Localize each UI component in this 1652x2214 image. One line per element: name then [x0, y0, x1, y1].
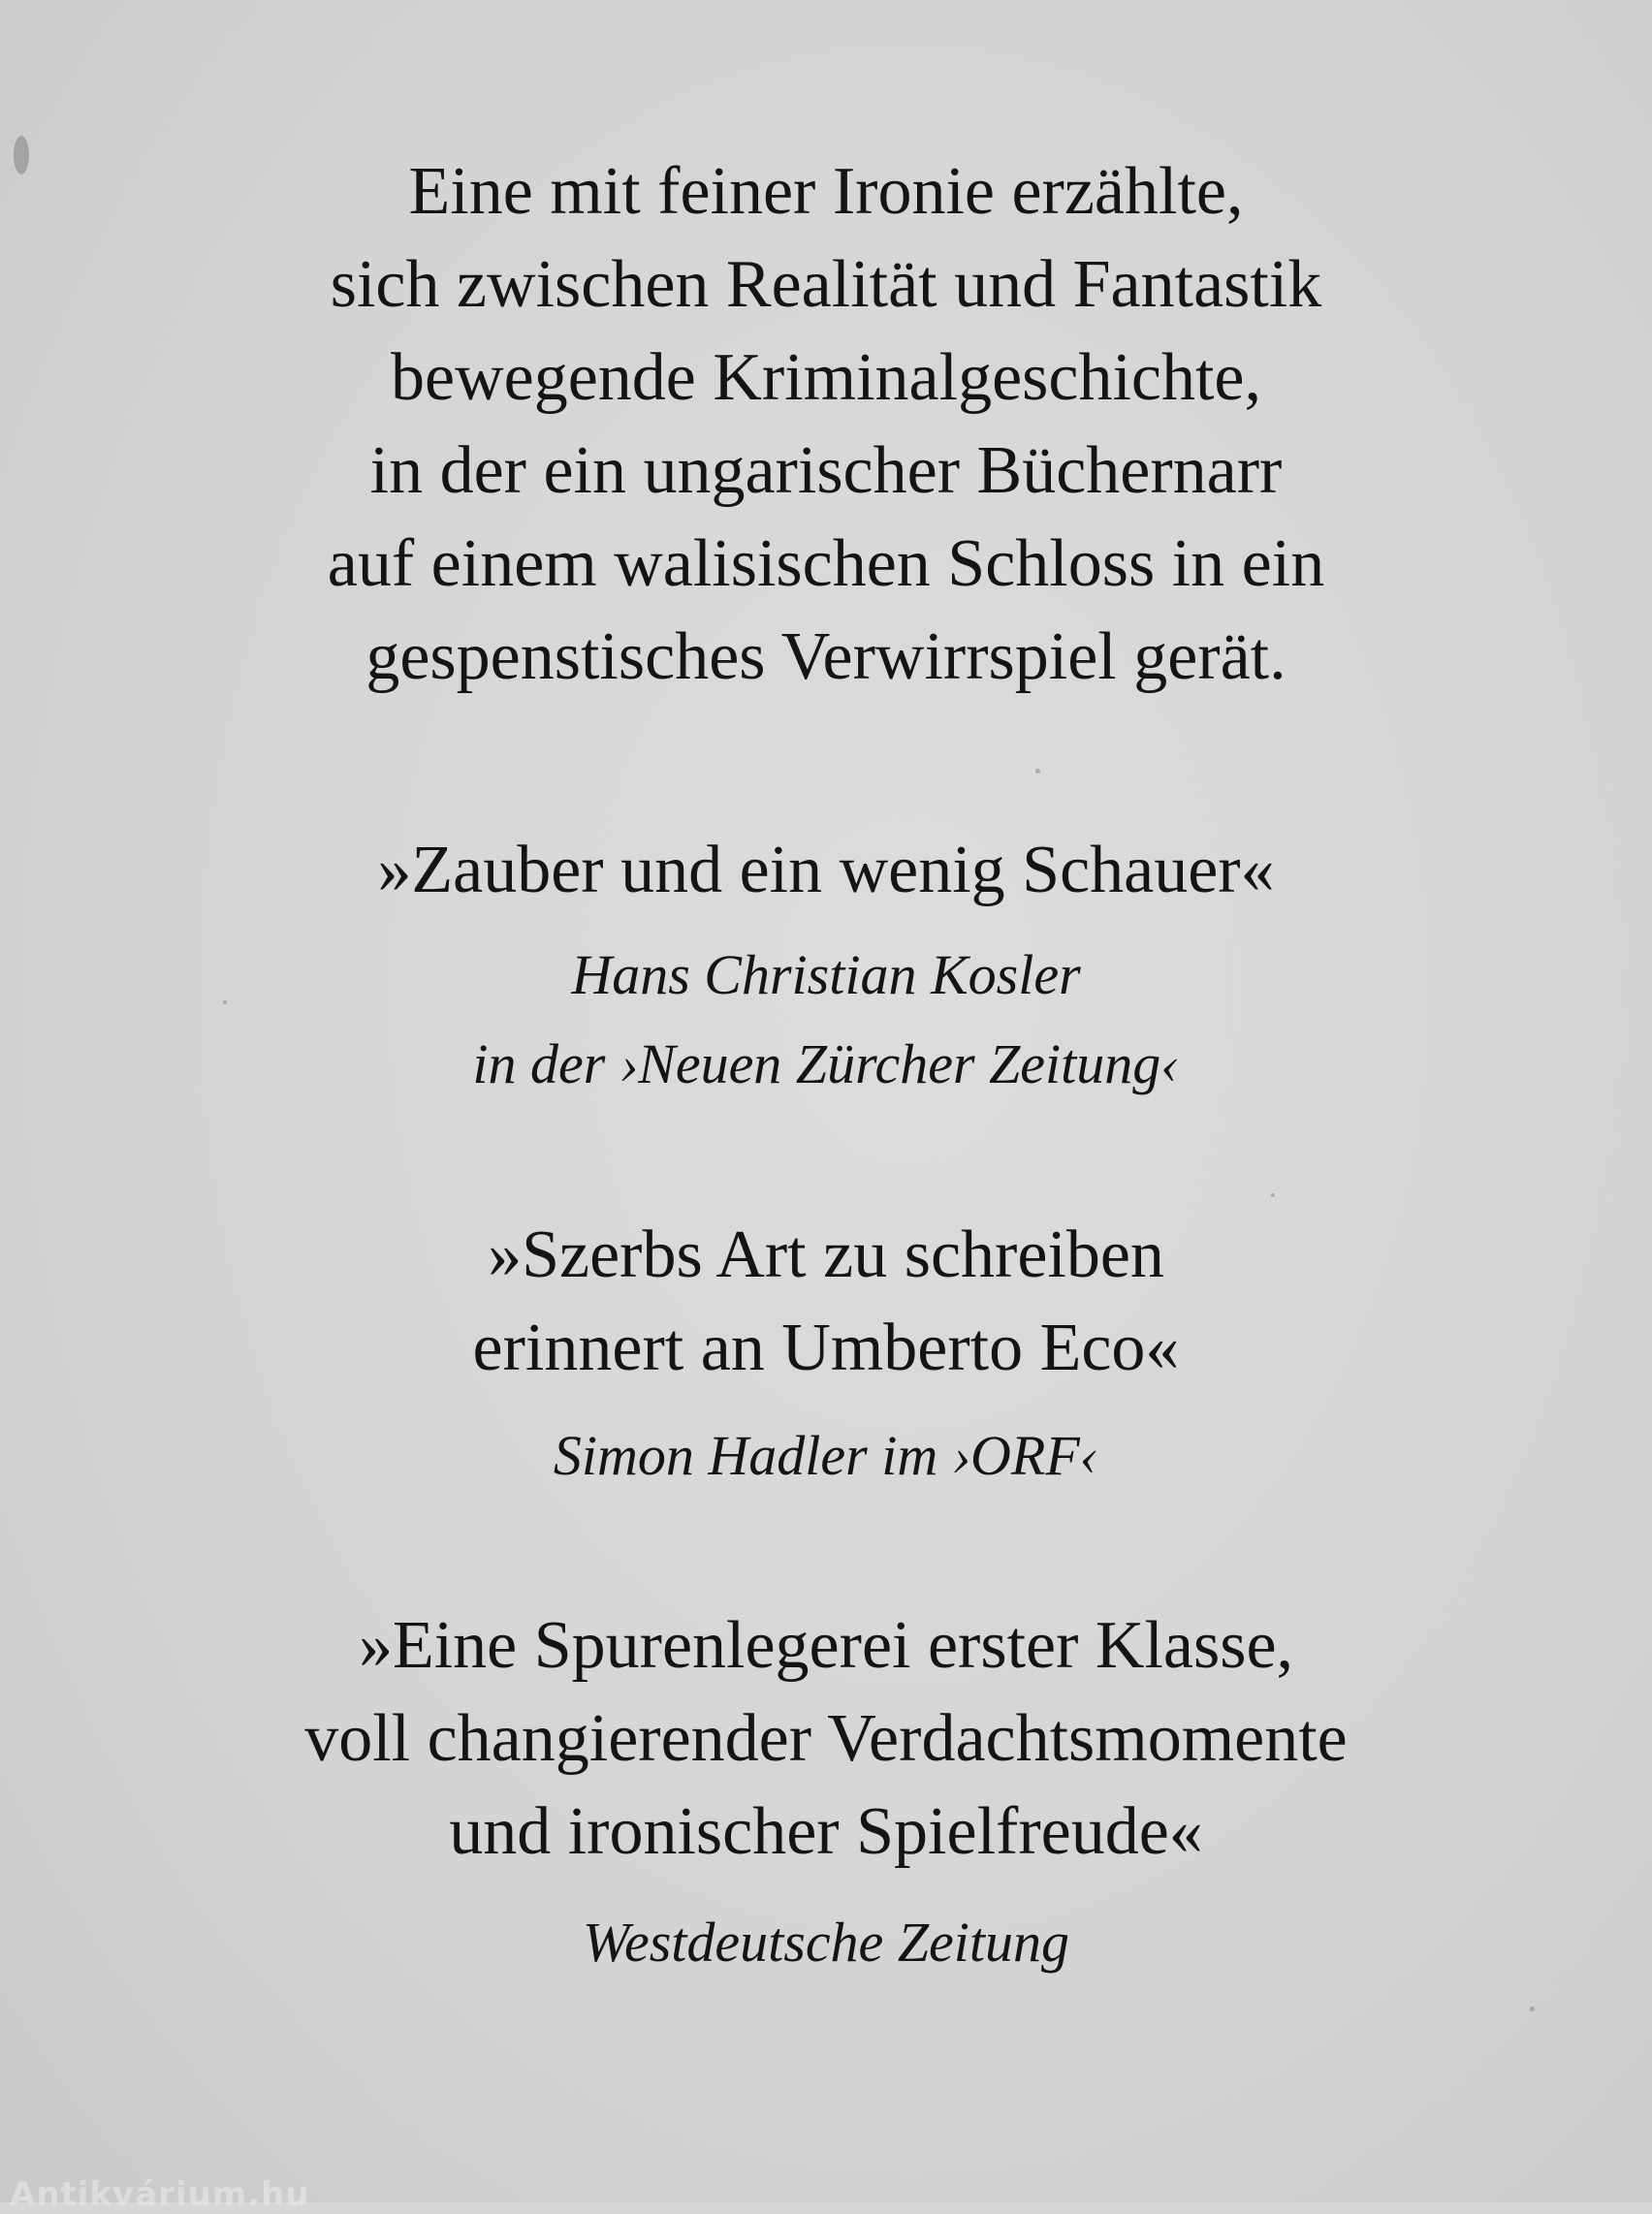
source-line: Westdeutsche Zeitung: [582, 1911, 1070, 1974]
quote-line: voll changierender Verdachtsmomente: [304, 1701, 1348, 1776]
source-line: in der ›Neuen Zürcher Zeitung‹: [472, 1032, 1180, 1095]
blurb-line: Eine mit feiner Ironie erzählte,: [408, 154, 1244, 229]
review-quote-1: [0, 824, 1652, 917]
review-quote-2: [0, 1209, 1652, 1395]
quote-line: und ironischer Spielfreude«: [449, 1794, 1203, 1869]
source-line: Simon Hadler im ›ORF‹: [553, 1424, 1099, 1487]
blurb-line: auf einem walisischen Schloss in ein: [327, 526, 1325, 601]
blurb-line: gespenstisches Verwirrspiel gerät.: [365, 619, 1287, 694]
paper-speck: [1530, 2007, 1535, 2011]
watermark-text: Antikvárium.hu: [10, 2175, 310, 2214]
paper-speck: [1035, 769, 1040, 774]
quote-line: erinnert an Umberto Eco«: [472, 1311, 1180, 1385]
quote-line: »Eine Spurenlegerei erster Klasse,: [358, 1608, 1294, 1683]
paper-speck: [1271, 1193, 1275, 1197]
source-line: Hans Christian Kosler: [571, 943, 1081, 1006]
review-source-1: [0, 931, 1652, 1109]
blurb-line: sich zwischen Realität und Fantastik: [330, 247, 1322, 322]
blurb-line: bewegende Kriminalgeschichte,: [391, 340, 1261, 415]
paper-speck: [223, 1000, 227, 1004]
quote-line: »Szerbs Art zu schreiben: [488, 1218, 1164, 1292]
blurb-line: in der ein ungarischer Büchernarr: [369, 433, 1283, 508]
review-source-3: [0, 1898, 1652, 1987]
review-source-2: [0, 1411, 1652, 1501]
review-quote-3: [0, 1599, 1652, 1879]
book-blurb: [0, 145, 1652, 704]
quote-line: »Zauber und ein wenig Schauer«: [377, 833, 1275, 907]
paper-speck: [14, 136, 29, 174]
